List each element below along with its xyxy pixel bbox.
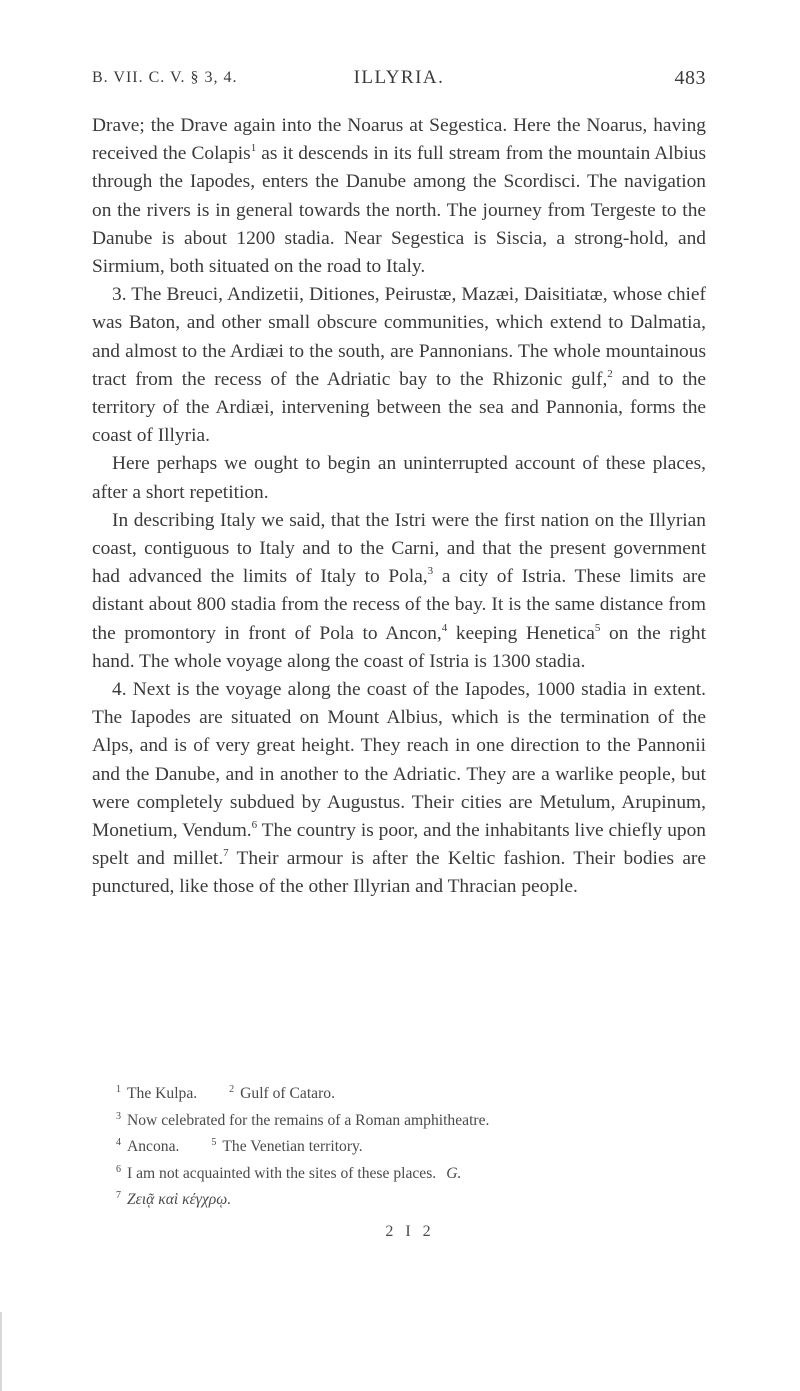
footnote-text: The Kulpa.: [127, 1085, 198, 1102]
footnote-text: Ancona.: [127, 1138, 180, 1156]
footnote-text: The Venetian territory.: [222, 1138, 363, 1156]
text-run: In describing Italy we said, that the Istri were the first nation on the Illyrian coast, contiguous to Italy and to the Carni, and that the present government had advanced the limits of Italy to Pola,: [92, 509, 706, 588]
footnote-ref-4: 4: [441, 621, 448, 634]
running-header-reference: B. VII. C. V. § 3, 4.: [92, 69, 238, 86]
paragraph-istria: [92, 507, 706, 676]
running-header-title: ILLYRIA.: [353, 67, 445, 88]
text-run: on the right hand. The whole voyage along the coast of Istria is 1300 stadia.: [92, 622, 707, 672]
footnote-text: Ζειᾷ καὶ κέγχρῳ.: [127, 1191, 232, 1209]
footnote-ref-6: 6: [251, 819, 258, 832]
footnote-line: [116, 1106, 712, 1133]
paragraph-repetition: [92, 450, 706, 506]
footnote-mark: 3: [116, 1110, 121, 1122]
footnote-line: [116, 1185, 712, 1212]
footnote-text: Gulf of Cataro.: [240, 1085, 335, 1102]
text-run: The country is poor, and the inhabitants live chiefly upon spelt and millet.: [92, 820, 706, 870]
text-run: a city of Istria. These limits are distant about 800 stadia from the recess of the bay. It is the same distance from the promontory in front of Pola to Ancon,: [92, 566, 706, 644]
footnote-mark: 1: [116, 1084, 121, 1095]
footnote-ref-3: 3: [427, 565, 434, 578]
footnote-mark: 4: [116, 1137, 121, 1149]
footnote-ref-2: 2: [607, 367, 613, 380]
paragraph-section-3: [92, 281, 706, 450]
text-run: and to the territory of the Ardiæi, intervening between the sea and Pannonia, forms the coast of Illyria.: [92, 368, 707, 447]
text-run: Their armour is after the Keltic fashion. Their bodies are punctured, like those of the other Illyrian and Thracian people.: [92, 848, 706, 898]
text-run: Here perhaps we ought to begin an uninterrupted account of these places, after a short repetition.: [92, 453, 706, 503]
text-run: 4. Next is the voyage along the coast of the Iapodes, 1000 stadia in extent. The Iapodes are situated on Mount Albius, which is the termination of the Alps, and is of very great height. They reach in one direction to the Pannonii and the Danube, and in another to the Adriatic. They are a warlike people, but were completely subdued by Augustus. Their cities are Metulum, Arupinum, Monetium, Vendum.: [92, 679, 706, 842]
text-run: keeping Henetica: [447, 622, 595, 644]
main-text: [92, 112, 706, 902]
page-number: 483: [674, 67, 706, 89]
signature-mark: 2 I 2: [385, 1223, 435, 1240]
footnote-text: I am not acquainted with the sites of these places.: [127, 1164, 437, 1182]
footnote-mark: 6: [116, 1163, 121, 1175]
text-run: as it descends in its full stream from the mountain Albius through the Iapodes, enters the Danube among the Scordisci. The navigation on the rivers is in general towards the north. The journey from Tergeste to the Danube is about 1200 stadia. Near Segestica is Siscia, a strong-hold, and Sirmium, both situated on the road to Italy.: [92, 143, 706, 278]
footnote-mark: 5: [211, 1137, 217, 1149]
footnote-line: [116, 1159, 712, 1186]
footnote-line: [116, 1132, 712, 1159]
footnote-ref-7: 7: [223, 847, 229, 860]
page-edge-line: [0, 1312, 2, 1391]
footnote-mark: 7: [116, 1190, 121, 1202]
running-header: [92, 66, 706, 96]
footnote-ref-5: 5: [594, 621, 601, 634]
text-run: Drave; the Drave again into the Noarus at Segestica. Here the Noarus, having received the Colapis: [92, 115, 706, 165]
footnote-attribution: G.: [446, 1164, 462, 1182]
footnote-line: [116, 1079, 712, 1106]
text-run: 3. The Breuci, Andizetii, Ditiones, Peirustæ, Mazæi, Daisitiatæ, whose chief was Baton, and other small obscure communities, which extend to Dalmatia, and almost to the Ardiæi to the south, are Pannonians. The whole mountainous tract from the recess of the Adriatic bay to the Rhizonic gulf,: [92, 284, 706, 390]
footnote-ref-1: 1: [250, 142, 257, 155]
footnote-mark: 2: [229, 1084, 235, 1095]
footnote-text: Now celebrated for the remains of a Roman amphitheatre.: [127, 1111, 490, 1129]
paragraph-section-4: [92, 676, 706, 902]
footnotes: [92, 1079, 712, 1212]
paragraph-1: [92, 112, 706, 281]
